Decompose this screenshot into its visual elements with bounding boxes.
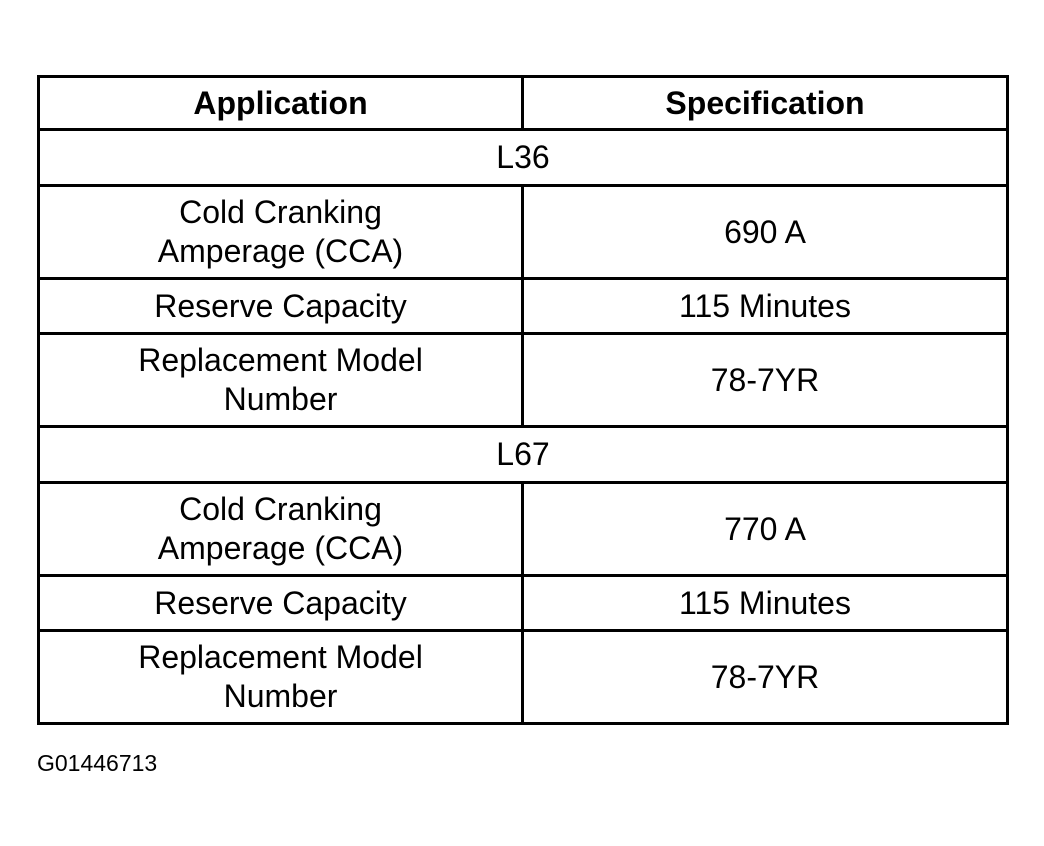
group-label: L67 [39, 427, 1008, 483]
table-row [39, 186, 1008, 279]
table-row [39, 483, 1008, 576]
application-cell [39, 631, 523, 724]
application-line: Cold Cranking [179, 491, 382, 527]
application-cell [39, 186, 523, 279]
specification-cell: 115 Minutes [523, 279, 1008, 334]
header-application: Application [39, 77, 523, 130]
table-row [39, 631, 1008, 724]
application-line: Replacement Model [138, 639, 423, 675]
application-line: Number [223, 381, 338, 417]
table-row [39, 279, 1008, 334]
figure-id: G01446713 [37, 750, 158, 776]
group-label: L36 [39, 130, 1008, 186]
application-cell [39, 576, 523, 631]
specification-cell: 115 Minutes [523, 576, 1008, 631]
application-line: Amperage (CCA) [157, 233, 404, 269]
application-cell [39, 483, 523, 576]
group-row-l36 [39, 130, 1008, 186]
application-line: Reserve Capacity [154, 584, 407, 621]
header-row [39, 77, 1008, 130]
specification-cell: 78-7YR [523, 631, 1008, 724]
header-specification: Specification [523, 77, 1008, 130]
table-row [39, 334, 1008, 427]
specification-cell: 690 A [523, 186, 1008, 279]
group-row-l67 [39, 427, 1008, 483]
application-cell [39, 334, 523, 427]
specification-cell: 770 A [523, 483, 1008, 576]
application-cell [39, 279, 523, 334]
specification-cell: 78-7YR [523, 334, 1008, 427]
application-line: Cold Cranking [179, 194, 382, 230]
application-line: Amperage (CCA) [157, 530, 404, 566]
table-row [39, 576, 1008, 631]
application-line: Number [223, 678, 338, 714]
application-line: Reserve Capacity [154, 287, 407, 324]
application-line: Replacement Model [138, 342, 423, 378]
battery-spec-table [37, 75, 1009, 725]
